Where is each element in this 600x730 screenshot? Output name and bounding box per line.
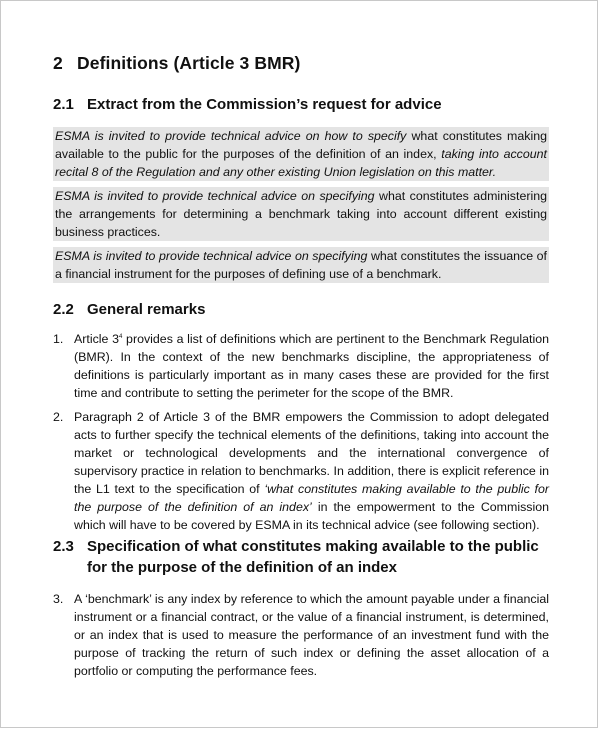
section-2-3-heading xyxy=(53,538,539,555)
section-number: 2.3 xyxy=(53,538,74,555)
section-2-1-heading xyxy=(53,96,442,113)
quote-block-2 xyxy=(53,187,549,241)
quote-italic-tail: taking into account recital 8 of the Regulation and any other existing Union legislation on this matter. xyxy=(55,147,547,179)
section-number: 2 xyxy=(53,53,63,73)
quote-italic-lead: ESMA is invited to provide technical advice on specifying xyxy=(55,189,375,203)
numbered-paragraph-3 xyxy=(53,590,549,680)
footnote-marker[interactable]: 4 xyxy=(119,334,123,340)
paragraph-italic-quote: ‘what constitutes making available to the public for the purpose of the definition of an index’ xyxy=(74,482,549,514)
section-title: Extract from the Commission’s request for advice xyxy=(87,96,442,113)
section-2-2-heading xyxy=(53,301,205,318)
section-title: Definitions (Article 3 BMR) xyxy=(77,53,301,73)
quote-block-1 xyxy=(53,127,549,181)
section-2-heading xyxy=(53,53,300,74)
quote-text: what constitutes administering the arrangements for determining a benchmark taking into account different existing business practices. xyxy=(55,189,547,239)
paragraph-text: provides a list of definitions which are pertinent to the Benchmark Regulation (BMR). In the context of the new benchmarks discipline, the appropriateness of definitions is particularly important as in many cases these are provided for the first time and contribute to setting the perimeter for the scope of the BMR. xyxy=(74,332,549,400)
quote-text: what constitutes making available to the public for the purposes of the definition of an index, xyxy=(55,129,547,161)
section-title-line-2: for the purpose of the definition of an index xyxy=(87,559,397,576)
paragraph-text: A ‘benchmark’ is any index by reference to which the amount payable under a financial instrument or a financial contract, or the value of a financial instrument, is determined, or an index that is used to measure the performance of an investment fund with the purpose of tracking the return of such index or defining the asset allocation of a portfolio or computing the performance fees. xyxy=(74,592,549,678)
quote-text: what constitutes the issuance of a financial instrument for the purposes of defining use of a benchmark. xyxy=(55,249,547,281)
section-title: General remarks xyxy=(87,301,206,318)
paragraph-text: Article 3 xyxy=(74,332,120,346)
quote-italic-lead: ESMA is invited to provide technical advice on specifying xyxy=(55,249,368,263)
section-title-line-1: Specification of what constitutes making available to the public xyxy=(87,538,539,555)
paragraph-number: 1. xyxy=(53,332,64,346)
paragraph-number: 2. xyxy=(53,410,64,424)
quote-italic-lead: ESMA is invited to provide technical advice on how to specify xyxy=(55,129,407,143)
paragraph-number: 3. xyxy=(53,592,64,606)
section-number: 2.2 xyxy=(53,301,74,318)
section-2-3-heading-line-2 xyxy=(87,559,397,576)
numbered-paragraph-1 xyxy=(53,330,549,402)
paragraph-text: in the empowerment to the Commission which will have to be covered by ESMA in its technical advice (see following section). xyxy=(74,500,550,532)
quote-block-3 xyxy=(53,247,549,283)
numbered-paragraph-2 xyxy=(53,408,549,534)
paragraph-text: Paragraph 2 of Article 3 of the BMR empowers the Commission to adopt delegated acts to further specify the technical elements of the definitions, taking into account the market or technological developments and the international convergence of supervisory practice in relation to benchmarks. In addition, there is explicit reference in the L1 text to the specification of xyxy=(74,410,549,496)
section-number: 2.1 xyxy=(53,96,74,113)
